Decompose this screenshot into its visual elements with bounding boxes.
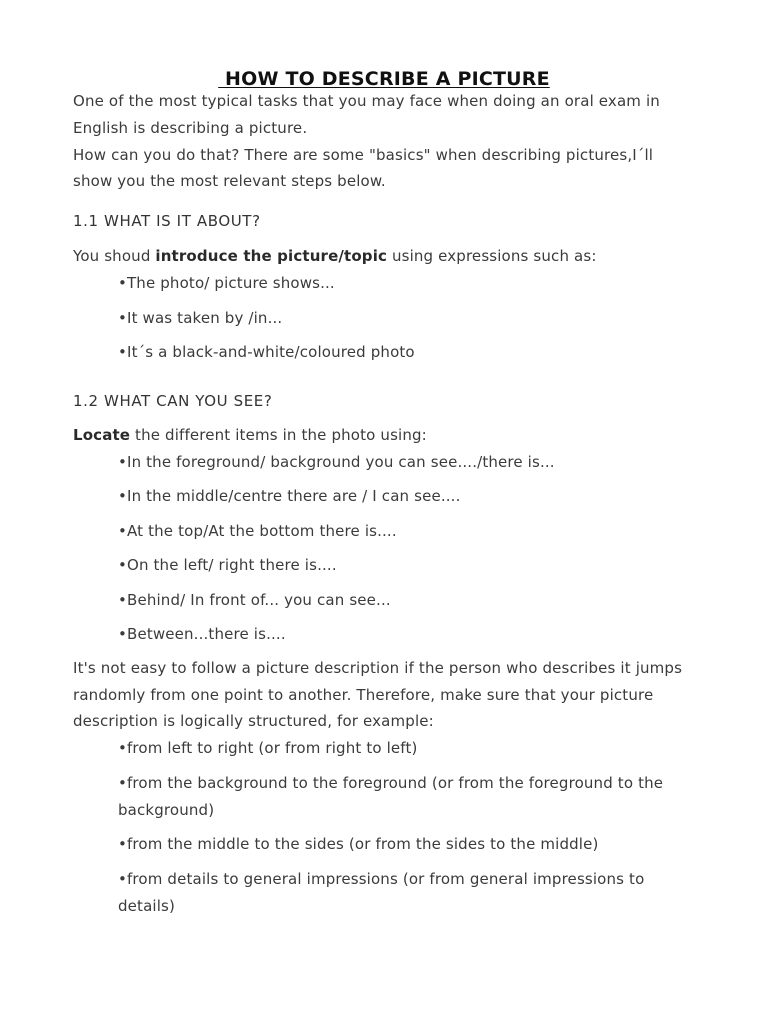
intro-line-4: show you the most relevant steps below.: [73, 172, 386, 190]
section-1-bullet-3: •It´s a black-and-white/coloured photo: [118, 343, 415, 361]
section-1-lead-emphasis: introduce the picture/topic: [155, 247, 388, 265]
section-3-bullet-2: •from the background to the foreground (or from the foreground to the: [118, 774, 664, 792]
section-2-heading: 1.2 WHAT CAN YOU SEE?: [73, 392, 273, 410]
section-2-bullet-5: •Behind/ In front of... you can see...: [118, 591, 391, 609]
section-1-heading: 1.1 WHAT IS IT ABOUT?: [73, 212, 261, 230]
section-2-lead-emphasis: Locate: [73, 426, 131, 444]
section-2-lead: [73, 426, 427, 444]
section-2-bullet-1: •In the foreground/ background you can see..../there is...: [118, 453, 555, 471]
section-1-lead-end: using expressions such as:: [387, 247, 597, 265]
section-2-bullet-3: •At the top/At the bottom there is....: [118, 522, 397, 540]
section-3-bullet-3: •from the middle to the sides (or from the sides to the middle): [118, 835, 599, 853]
section-3-line-2: randomly from one point to another. Therefore, make sure that your picture: [73, 686, 654, 704]
intro-line-2: English is describing a picture.: [73, 119, 308, 137]
intro-line-1: One of the most typical tasks that you may face when doing an oral exam in: [73, 92, 660, 110]
section-1-lead: [73, 247, 597, 265]
section-3-bullet-4-cont: details): [118, 897, 176, 915]
section-3-bullet-1: •from left to right (or from right to left): [118, 739, 418, 757]
section-2-bullet-4: •On the left/ right there is....: [118, 556, 337, 574]
section-3-line-1: It's not easy to follow a picture description if the person who describes it jumps: [73, 659, 683, 677]
section-3-bullet-4: •from details to general impressions (or from general impressions to: [118, 870, 645, 888]
section-1-lead-start: You shoud: [73, 247, 156, 265]
section-2-bullet-6: •Between...there is....: [118, 625, 286, 643]
section-2-bullet-2: •In the middle/centre there are / I can see....: [118, 487, 461, 505]
section-1-bullet-1: •The photo/ picture shows...: [118, 274, 335, 292]
document-title: HOW TO DESCRIBE A PICTURE: [218, 68, 550, 90]
intro-line-3: How can you do that? There are some "basics" when describing pictures,I´ll: [73, 146, 654, 164]
section-1-bullet-2: •It was taken by /in...: [118, 309, 283, 327]
section-2-lead-end: the different items in the photo using:: [130, 426, 427, 444]
section-3-line-3: description is logically structured, for example:: [73, 712, 434, 730]
section-3-bullet-2-cont: background): [118, 801, 215, 819]
